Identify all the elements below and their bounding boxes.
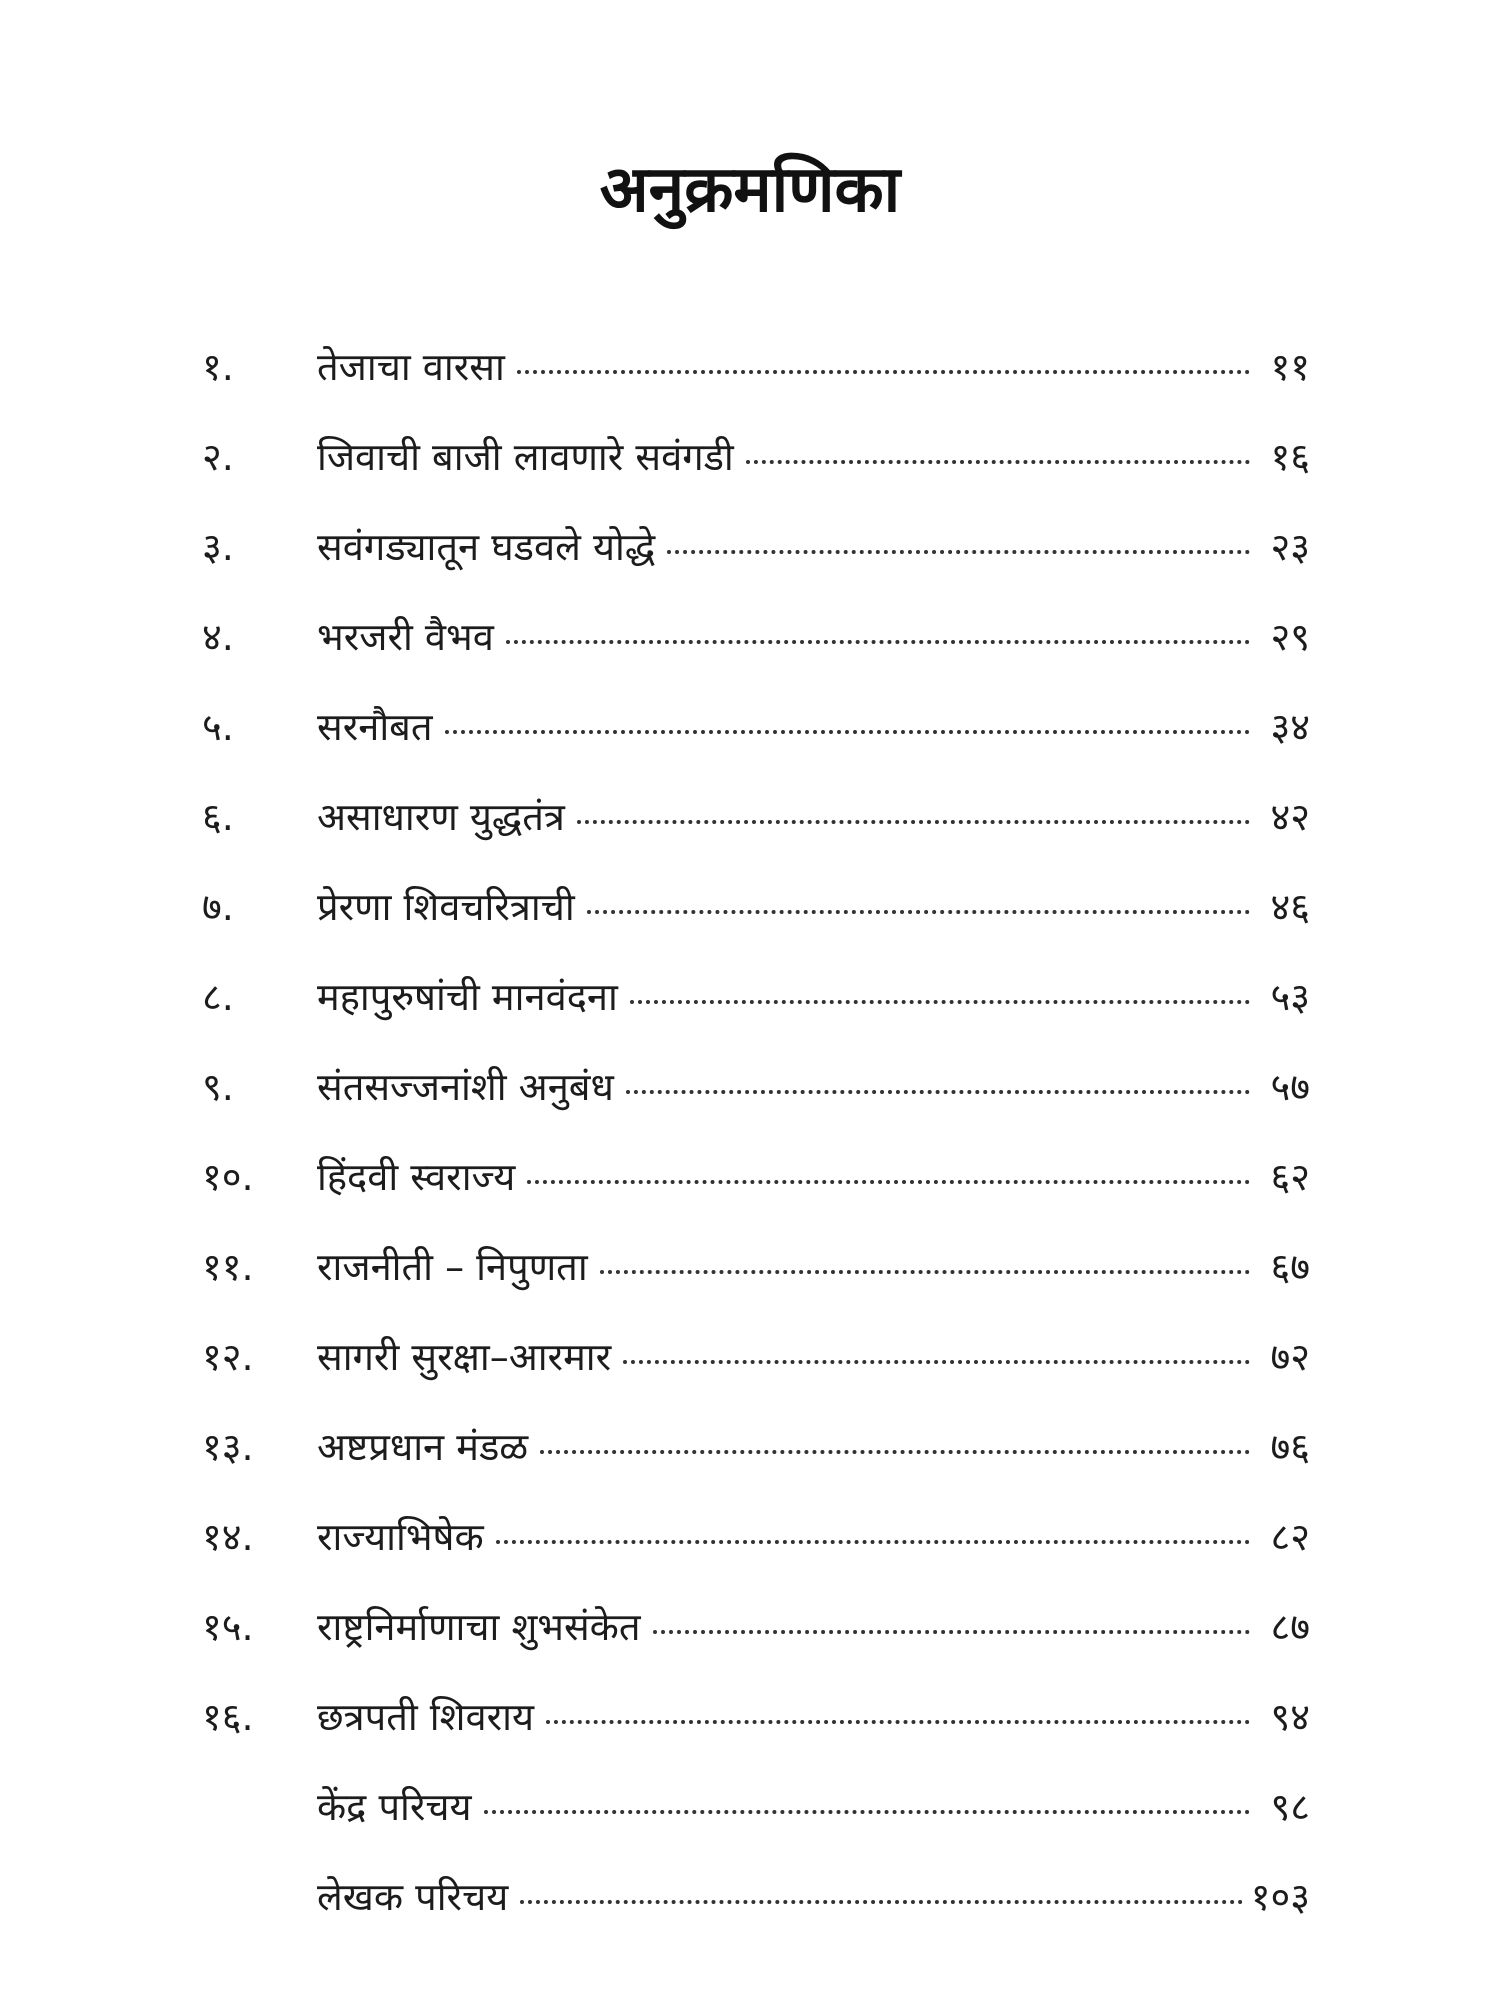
dot-leader xyxy=(484,1809,1250,1814)
toc-entry-page: ३४ xyxy=(1270,705,1310,749)
toc-entry-number: १३. xyxy=(202,1425,254,1469)
toc-entry-title: संतसज्जनांशी अनुबंध xyxy=(317,1065,614,1109)
dot-leader xyxy=(746,459,1250,464)
toc-entry-number: ११. xyxy=(202,1245,254,1289)
toc-entry-number: १५. xyxy=(202,1605,254,1649)
toc-entry-page: १६ xyxy=(1270,435,1310,479)
toc-entry-title: भरजरी वैभव xyxy=(317,615,494,659)
toc-entry[interactable] xyxy=(200,592,1310,682)
toc-entry-title: हिंदवी स्वराज्य xyxy=(317,1155,516,1199)
toc-entry-page: ९४ xyxy=(1270,1695,1310,1739)
toc-entry-page: ६२ xyxy=(1270,1155,1310,1199)
toc-entry-number: १२. xyxy=(202,1335,254,1379)
dot-leader xyxy=(630,999,1250,1004)
toc-entry-page: ५७ xyxy=(1270,1065,1310,1109)
toc-entry-title: सरनौबत xyxy=(317,705,433,749)
toc-entry-title: प्रेरणा शिवचरित्राची xyxy=(317,885,575,929)
toc-entry-number: ५. xyxy=(202,705,234,749)
toc-entry-page: ४२ xyxy=(1270,795,1310,839)
toc-entry[interactable] xyxy=(200,1852,1310,1942)
toc-entry[interactable] xyxy=(200,412,1310,502)
toc-entry[interactable] xyxy=(200,1132,1310,1222)
toc-entry[interactable] xyxy=(200,1222,1310,1312)
toc-entry-page: ५३ xyxy=(1270,975,1310,1019)
dot-leader xyxy=(506,639,1250,644)
toc-entry-page: ४६ xyxy=(1270,885,1310,929)
toc-entry-page: २३ xyxy=(1270,525,1310,569)
toc-entry[interactable] xyxy=(200,952,1310,1042)
toc-entry-page: १०३ xyxy=(1250,1875,1310,1919)
toc-entry-number: १४. xyxy=(202,1515,254,1559)
toc-entry-number: ४. xyxy=(202,615,234,659)
toc-entry[interactable] xyxy=(200,322,1310,412)
dot-leader xyxy=(577,819,1250,824)
table-of-contents xyxy=(200,322,1310,1942)
toc-entry[interactable] xyxy=(200,862,1310,952)
toc-entry-page: ११ xyxy=(1270,345,1310,389)
dot-leader xyxy=(540,1449,1250,1454)
toc-entry-title: राष्ट्रनिर्माणाचा शुभसंकेत xyxy=(317,1605,641,1649)
toc-entry[interactable] xyxy=(200,682,1310,772)
toc-entry-page: ७२ xyxy=(1270,1335,1310,1379)
dot-leader xyxy=(587,909,1250,914)
toc-entry[interactable] xyxy=(200,1672,1310,1762)
toc-entry-number: ९. xyxy=(202,1065,234,1109)
dot-leader xyxy=(623,1359,1250,1364)
toc-entry[interactable] xyxy=(200,502,1310,592)
toc-entry-page: ६७ xyxy=(1270,1245,1310,1289)
toc-entry-number: ७. xyxy=(202,885,234,929)
toc-entry[interactable] xyxy=(200,1582,1310,1672)
toc-entry-title: छत्रपती शिवराय xyxy=(317,1695,535,1739)
toc-entry[interactable] xyxy=(200,1042,1310,1132)
dot-leader xyxy=(653,1629,1250,1634)
dot-leader xyxy=(496,1539,1250,1544)
toc-entry-title: केंद्र परिचय xyxy=(317,1785,472,1829)
dot-leader xyxy=(527,1179,1250,1184)
dot-leader xyxy=(626,1089,1250,1094)
toc-entry-page: ८७ xyxy=(1270,1605,1310,1649)
toc-entry-title: असाधारण युद्धतंत्र xyxy=(317,795,565,839)
dot-leader xyxy=(546,1719,1250,1724)
toc-entry-title: लेखक परिचय xyxy=(317,1875,509,1919)
toc-entry-page: ८२ xyxy=(1270,1515,1310,1559)
toc-entry-title: सागरी सुरक्षा–आरमार xyxy=(317,1335,612,1379)
toc-entry-number: १०. xyxy=(202,1155,254,1199)
toc-entry-title: सवंगड्यातून घडवले योद्धे xyxy=(317,525,656,569)
toc-entry[interactable] xyxy=(200,1312,1310,1402)
toc-entry-title: राज्याभिषेक xyxy=(317,1515,484,1559)
dot-leader xyxy=(517,369,1250,374)
toc-entry-number: ३. xyxy=(202,525,234,569)
toc-entry-number: १. xyxy=(202,345,234,389)
toc-entry-page: २९ xyxy=(1270,615,1310,659)
dot-leader xyxy=(600,1269,1250,1274)
toc-entry-title: राजनीती – निपुणता xyxy=(317,1245,588,1289)
dot-leader xyxy=(667,549,1250,554)
dot-leader xyxy=(520,1899,1242,1904)
toc-entry[interactable] xyxy=(200,1402,1310,1492)
toc-entry-title: तेजाचा वारसा xyxy=(317,345,505,389)
toc-entry[interactable] xyxy=(200,1762,1310,1852)
toc-entry[interactable] xyxy=(200,1492,1310,1582)
page-title: अनुक्रमणिका xyxy=(599,153,901,227)
toc-entry-title: जिवाची बाजी लावणारे सवंगडी xyxy=(317,435,734,479)
toc-entry-number: १६. xyxy=(202,1695,254,1739)
toc-entry[interactable] xyxy=(200,772,1310,862)
toc-entry-number: २. xyxy=(202,435,234,479)
toc-entry-page: ७६ xyxy=(1270,1425,1310,1469)
toc-entry-page: ९८ xyxy=(1270,1785,1310,1829)
dot-leader xyxy=(445,729,1250,734)
toc-entry-title: महापुरुषांची मानवंदना xyxy=(317,975,618,1019)
toc-entry-title: अष्टप्रधान मंडळ xyxy=(317,1425,529,1469)
toc-entry-number: ६. xyxy=(202,795,234,839)
toc-entry-number: ८. xyxy=(202,975,234,1019)
